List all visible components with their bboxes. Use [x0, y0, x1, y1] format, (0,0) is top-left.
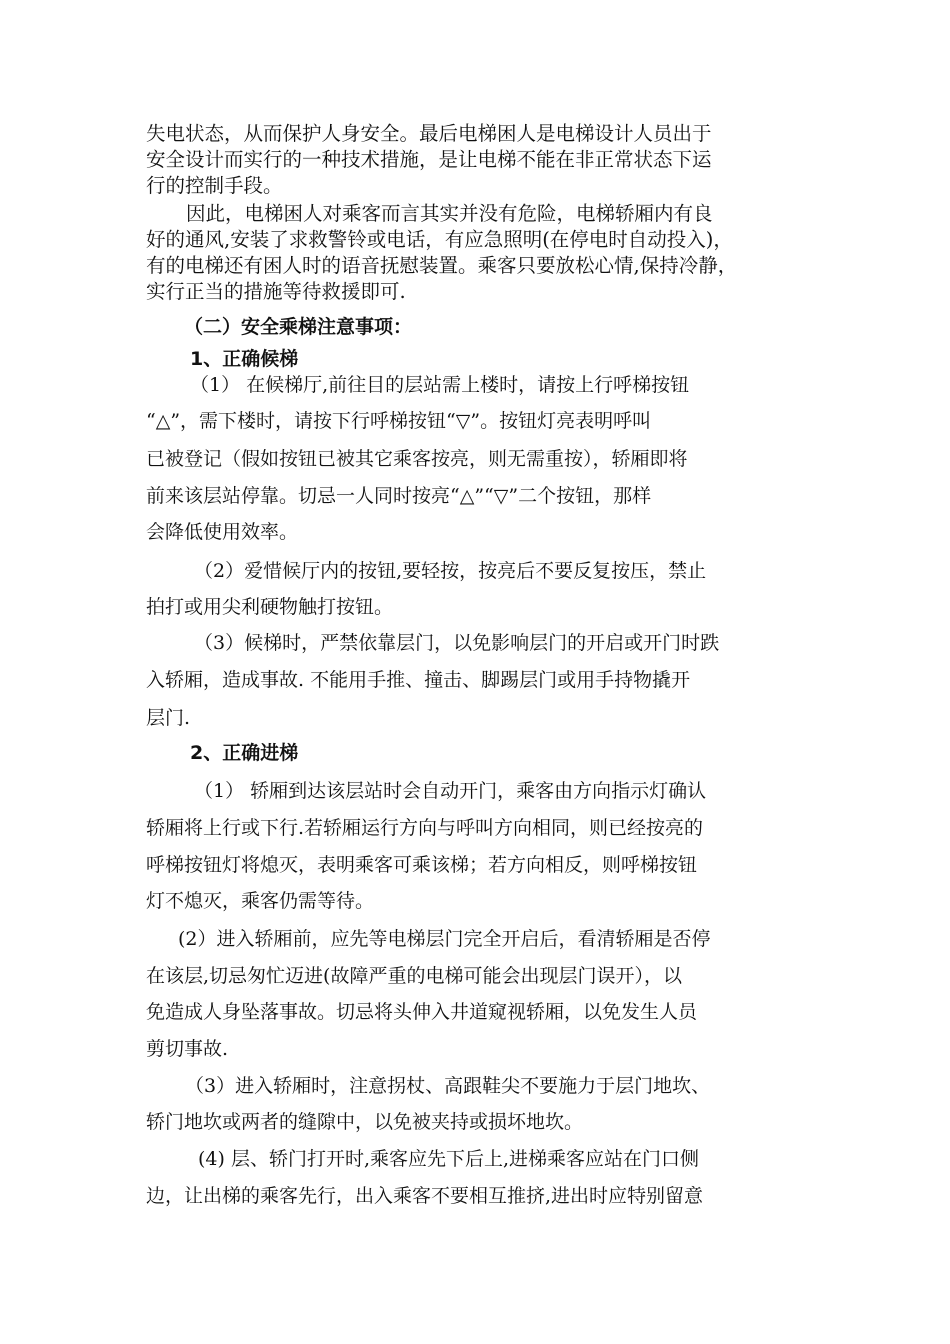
paragraph-line: （3）候梯时，严禁依靠层门，以免影响层门的开启或开门时跌 [194, 632, 720, 654]
subsection-heading: 2、正确进梯 [190, 742, 299, 764]
subsection-heading: 1、正确候梯 [190, 348, 299, 370]
paragraph-line: 安全设计而实行的一种技术措施，是让电梯不能在非正常状态下运 [146, 148, 712, 171]
paragraph-line: （1） 在候梯厅,前往目的层站需上楼时，请按上行呼梯按钮 [190, 374, 690, 396]
paragraph-line: 已被登记（假如按钮已被其它乘客按亮，则无需重按），轿厢即将 [146, 448, 688, 470]
paragraph-line: 呼梯按钮灯将熄灭，表明乘客可乘该梯；若方向相反，则呼梯按钮 [146, 854, 698, 876]
paragraph-line: 轿厢将上行或下行.若轿厢运行方向与呼叫方向相同，则已经按亮的 [146, 817, 704, 839]
paragraph-line: 入轿厢，造成事故. 不能用手推、撞击、脚踢层门或用手持物撬开 [146, 669, 691, 691]
paragraph-line: 剪切事故. [146, 1038, 229, 1060]
paragraph-line: 免造成人身坠落事故。切忌将头伸入井道窥视轿厢，以免发生人员 [146, 1001, 698, 1023]
paragraph-line: 好的通风,安装了求救警铃或电话，有应急照明(在停电时自动投入)， [146, 228, 733, 251]
paragraph-line: 因此，电梯困人对乘客而言其实并没有危险，电梯轿厢内有良 [186, 202, 713, 225]
paragraph-line: 前来该层站停靠。切忌一人同时按亮“△”“▽”二个按钮，那样 [146, 485, 652, 507]
paragraph-line: 失电状态，从而保护人身安全。最后电梯困人是电梯设计人员出于 [146, 122, 712, 145]
paragraph-line: 在该层,切忌匆忙迈进(故障严重的电梯可能会出现层门误开），以 [146, 965, 682, 987]
paragraph-line: （2）爱惜候厅内的按钮,要轻按，按亮后不要反复按压，禁止 [194, 560, 707, 582]
paragraph-line: 实行正当的措施等待救援即可. [146, 280, 406, 303]
paragraph-line: “△”，需下楼时，请按下行呼梯按钮“▽”。按钮灯亮表明呼叫 [146, 410, 652, 432]
paragraph-line: 拍打或用尖利硬物触打按钮。 [146, 596, 394, 618]
paragraph-line: (2）进入轿厢前，应先等电梯层门完全开启后，看清轿厢是否停 [178, 928, 711, 950]
paragraph-line: 边，让出梯的乘客先行，出入乘客不要相互推挤,进出时应特别留意 [146, 1185, 704, 1207]
paragraph-line: 有的电梯还有困人时的语音抚慰装置。乘客只要放松心情,保持冷静， [146, 254, 738, 277]
paragraph-line: 灯不熄灭，乘客仍需等待。 [146, 890, 375, 912]
paragraph-line: 行的控制手段。 [146, 174, 283, 197]
paragraph-line: （1） 轿厢到达该层站时会自动开门，乘客由方向指示灯确认 [194, 780, 707, 802]
paragraph-line: (4) 层、轿门打开时,乘客应先下后上,进梯乘客应站在门口侧 [198, 1148, 700, 1170]
paragraph-line: 会降低使用效率。 [146, 521, 299, 543]
paragraph-line: （3）进入轿厢时，注意拐杖、高跟鞋尖不要施力于层门地坎、 [185, 1075, 711, 1097]
paragraph-line: 层门. [146, 707, 191, 729]
section-heading: （二）安全乘梯注意事项： [184, 316, 413, 338]
paragraph-line: 轿门地坎或两者的缝隙中，以免被夹持或损坏地坎。 [146, 1111, 584, 1133]
